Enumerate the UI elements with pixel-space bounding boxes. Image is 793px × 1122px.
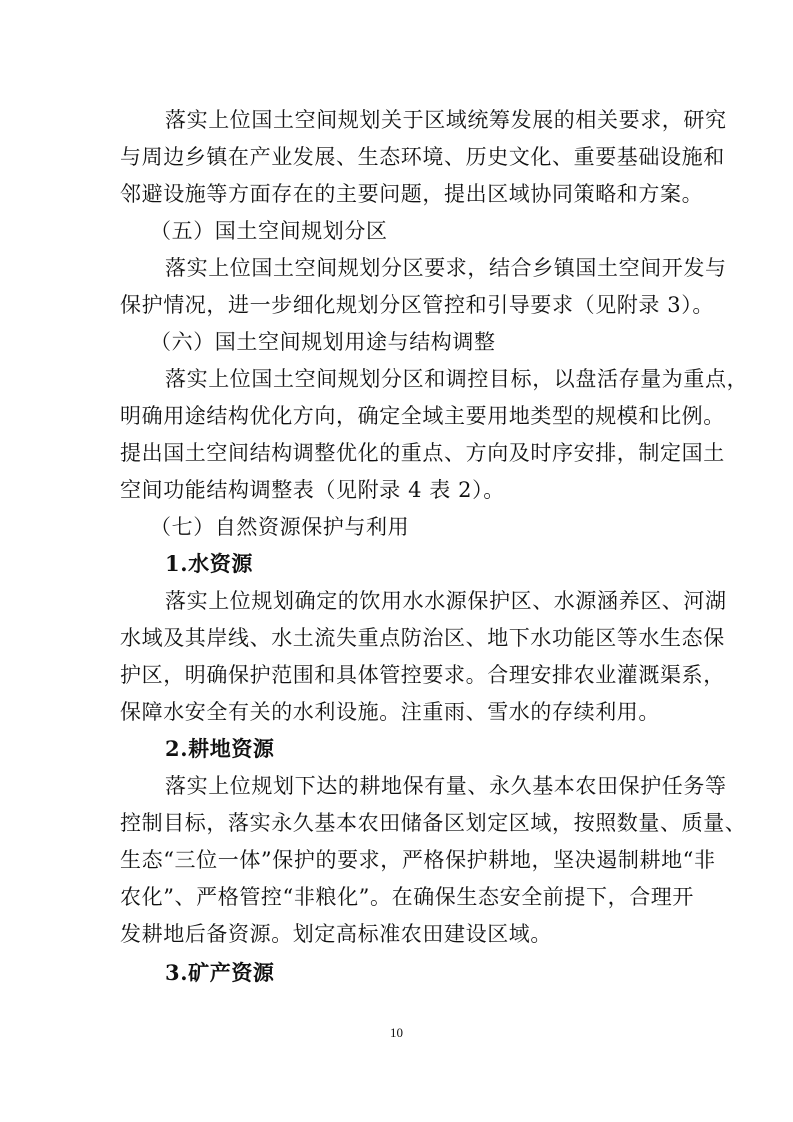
paragraph-line: 水域及其岸线、水土流失重点防治区、地下水功能区等水生态保 bbox=[120, 626, 725, 650]
paragraph-line: 护区，明确保护范围和具体管控要求。合理安排农业灌溉渠系， bbox=[120, 663, 725, 687]
paragraph-line: 农化”、严格管控“非粮化”。在确保生态安全前提下，合理开 bbox=[120, 885, 695, 909]
paragraph-line: 发耕地后备资源。划定高标准农田建设区域。 bbox=[120, 922, 552, 946]
section-heading: （六）国土空间规划用途与结构调整 bbox=[150, 330, 496, 354]
paragraph-line: 邻避设施等方面存在的主要问题，提出区域协同策略和方案。 bbox=[120, 182, 704, 206]
paragraph-line: 保障水安全有关的水利设施。注重雨、雪水的存续利用。 bbox=[120, 700, 660, 724]
paragraph-line: 落实上位国土空间规划分区要求，结合乡镇国土空间开发与 bbox=[165, 256, 727, 280]
paragraph-line: 与周边乡镇在产业发展、生态环境、历史文化、重要基础设施和 bbox=[120, 145, 725, 169]
paragraph-line: 明确用途结构优化方向，确定全域主要用地类型的规模和比例。 bbox=[120, 404, 725, 428]
paragraph-line: 落实上位规划确定的饮用水水源保护区、水源涵养区、河湖 bbox=[165, 589, 727, 613]
paragraph-line: 提出国土空间结构调整优化的重点、方向及时序安排，制定国土 bbox=[120, 441, 725, 465]
paragraph-line: 控制目标，落实永久基本农田储备区划定区域，按照数量、质量、 bbox=[120, 811, 747, 835]
subsection-heading: 2.耕地资源 bbox=[165, 736, 275, 761]
subsection-heading: 3.矿产资源 bbox=[165, 960, 275, 985]
paragraph-line: 落实上位规划下达的耕地保有量、永久基本农田保护任务等 bbox=[165, 774, 727, 798]
paragraph-line: 落实上位国土空间规划分区和调控目标，以盘活存量为重点， bbox=[165, 367, 749, 391]
paragraph-line: 落实上位国土空间规划关于区域统筹发展的相关要求，研究 bbox=[165, 108, 727, 132]
paragraph-line: 空间功能结构调整表（见附录 4 表 2）。 bbox=[120, 478, 505, 502]
paragraph-line: 保护情况，进一步细化规划分区管控和引导要求（见附录 3）。 bbox=[120, 293, 714, 317]
section-heading: （五）国土空间规划分区 bbox=[150, 219, 388, 243]
section-heading: （七）自然资源保护与利用 bbox=[150, 515, 410, 539]
paragraph-line: 生态“三位一体”保护的要求，严格保护耕地，坚决遏制耕地“非 bbox=[120, 848, 716, 872]
page-number: 10 bbox=[390, 1025, 403, 1040]
subsection-heading: 1.水资源 bbox=[165, 551, 253, 576]
